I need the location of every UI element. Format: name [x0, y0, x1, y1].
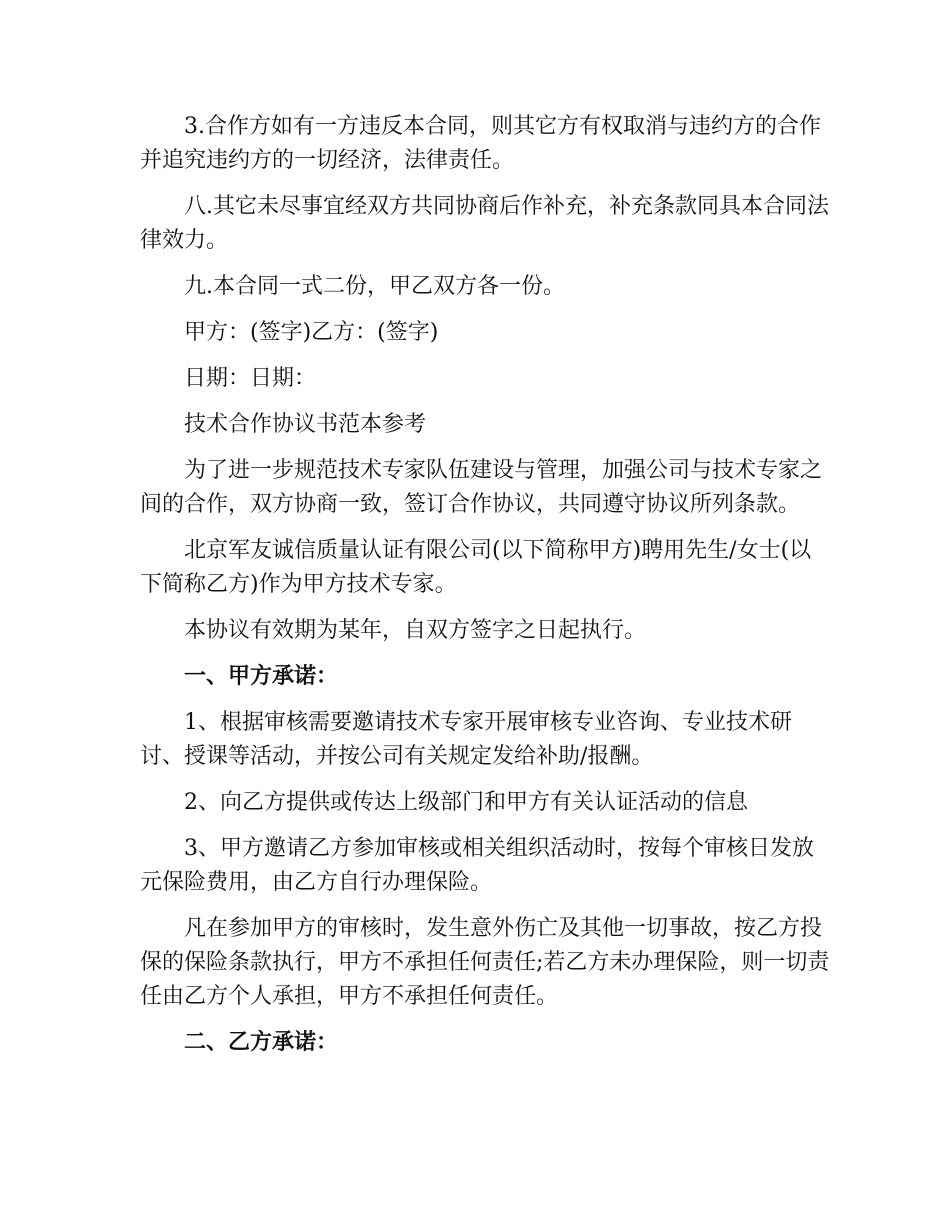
paragraph-parties: 北京军友诚信质量认证有限公司(以下简称甲方)聘用先生/女士(以下简称乙方)作为甲方技术专家。 [140, 538, 812, 597]
paragraph-party-a-item-3: 3、甲方邀请乙方参加审核或相关组织活动时，按每个审核日发放元保险费用，由乙方自行办理保险。 [140, 836, 814, 895]
paragraph-clause-3-breach: 3.合作方如有一方违反本合同，则其它方有权取消与违约方的合作并追究违约方的一切经济，法律责任。 [140, 114, 821, 173]
paragraph-validity: 本协议有效期为某年，自双方签字之日起执行。 [184, 618, 647, 643]
paragraph-clause-8-supplement: 八.其它未尽事宜经双方共同协商后作补充，补充条款同具本合同法律效力。 [140, 194, 829, 253]
paragraph-liability: 凡在参加甲方的审核时，发生意外伤亡及其他一切事故，按乙方投保的保险条款执行，甲方不承担任何责任;若乙方未办理保险，则一切责任由乙方个人承担，甲方不承担任何责任。 [140, 916, 830, 1009]
paragraph-party-a-item-1: 1、根据审核需要邀请技术专家开展审核专业咨询、专业技术研讨、授课等活动，并按公司有关规定发给补助/报酬。 [140, 710, 792, 769]
paragraph-party-a-item-2: 2、向乙方提供或传达上级部门和甲方有关认证活动的信息 [184, 790, 748, 815]
paragraph-clause-9-copies: 九.本合同一式二份，甲乙双方各一份。 [184, 274, 565, 299]
document-subtitle: 技术合作协议书范本参考 [184, 412, 427, 437]
section-heading-party-a: 一、甲方承诺： [184, 664, 339, 689]
paragraph-dates: 日期：日期： [184, 366, 317, 391]
section-heading-party-b: 二、乙方承诺： [184, 1030, 339, 1055]
paragraph-intro: 为了进一步规范技术专家队伍建设与管理，加强公司与技术专家之间的合作，双方协商一致，签订合作协议，共同遵守协议所列条款。 [140, 458, 823, 517]
paragraph-signatures: 甲方：(签字)乙方：(签字) [184, 320, 439, 345]
document-body [140, 110, 830, 1072]
